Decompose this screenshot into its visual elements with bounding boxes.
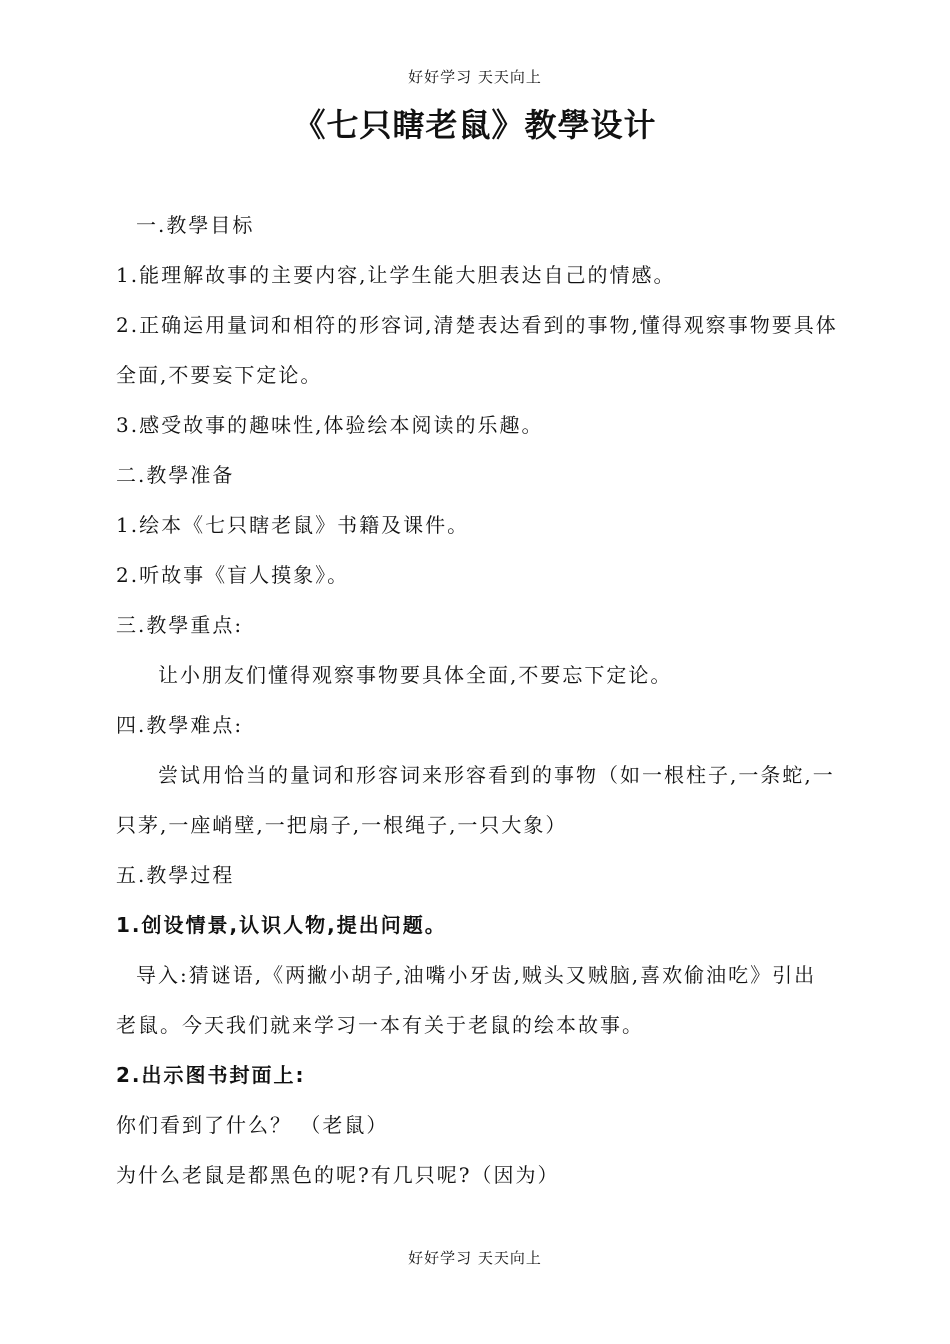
- paragraph-line: 2.听故事《盲人摸象》。: [116, 563, 350, 587]
- paragraph-line: 你们看到了什么？ （老鼠）: [116, 1113, 389, 1137]
- paragraph-line: 让小朋友们懂得观察事物要具体全面,不要忘下定论。: [158, 663, 673, 687]
- section-heading-key-points: 三.教學重点:: [116, 613, 244, 637]
- paragraph-line: 尝试用恰当的量词和形容词来形容看到的事物（如一根柱子,一条蛇,一: [158, 763, 835, 787]
- paragraph-line: 2.正确运用量词和相符的形容词,清楚表达看到的事物,懂得观察事物要具体: [116, 313, 838, 337]
- page-footer: 好好学习 天天向上: [408, 1249, 542, 1267]
- paragraph-line: 1.绘本《七只瞎老鼠》书籍及课件。: [116, 513, 470, 537]
- paragraph-line: 老鼠。今天我们就来学习一本有关于老鼠的绘本故事。: [116, 1013, 644, 1037]
- paragraph-line: 导入:猜谜语,《两撇小胡子,油嘴小牙齿,贼头又贼脑,喜欢偷油吃》引出: [136, 963, 817, 987]
- document-title: 《七只瞎老鼠》教學设计: [293, 106, 657, 144]
- section-heading-process: 五.教學过程: [116, 863, 235, 887]
- document-body: [116, 200, 856, 1200]
- section-heading-preparation: 二.教學准备: [116, 463, 235, 487]
- section-heading-difficulties: 四.教學难点:: [116, 713, 244, 737]
- paragraph-line: 3.感受故事的趣味性,体验绘本阅读的乐趣。: [116, 413, 544, 437]
- subheading-step-2: 2.出示图书封面上:: [116, 1063, 306, 1087]
- paragraph-line: 为什么老鼠是都黑色的呢?有几只呢?（因为）: [116, 1163, 560, 1187]
- paragraph-line: 1.能理解故事的主要内容,让学生能大胆表达自己的情感。: [116, 263, 676, 287]
- paragraph-line: 只茅,一座峭壁,一把扇子,一根绳子,一只大象）: [116, 813, 568, 837]
- section-heading-objectives: 一.教學目标: [136, 213, 255, 237]
- page-header: 好好学习 天天向上: [408, 68, 542, 86]
- subheading-step-1: 1.创设情景,认识人物,提出问题。: [116, 913, 447, 937]
- paragraph-line: 全面,不要妄下定论。: [116, 363, 323, 387]
